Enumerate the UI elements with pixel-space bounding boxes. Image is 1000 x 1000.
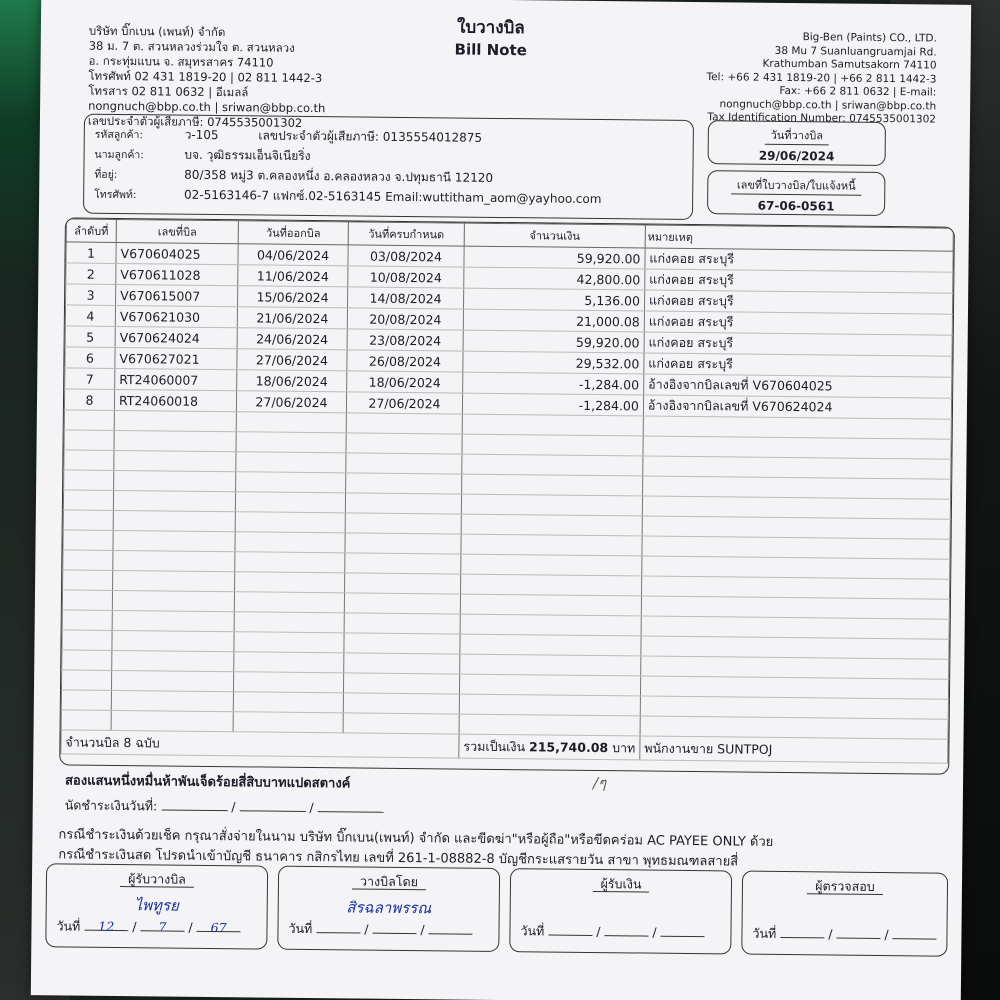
cell-amount: 21,000.08 [463, 309, 644, 332]
cell-bill-no: RT24060007 [115, 368, 237, 390]
cell-issue-date: 11/06/2024 [238, 265, 348, 287]
payment-date-label: นัดชำระเงินวันที่: [64, 797, 158, 814]
signature-title: ผู้รับวางบิล [120, 871, 194, 888]
bill-number-box [707, 170, 885, 216]
customer-code-row [95, 125, 482, 148]
blank-cell [61, 670, 111, 691]
blank-cell [113, 510, 235, 531]
blank-cell [62, 650, 112, 671]
sig-day [780, 926, 824, 938]
cell-seq: 2 [66, 263, 116, 285]
cell-bill-no: V670627021 [115, 347, 237, 369]
customer-name-label: นามลูกค้า: [94, 148, 144, 162]
sig-month [604, 924, 648, 936]
blank-cell [461, 514, 642, 536]
handwritten-mark: /ๆ [592, 773, 607, 793]
sig-day [548, 924, 592, 936]
blank-cell [233, 692, 343, 713]
pay-month-blank [239, 799, 305, 812]
blank-cell [462, 474, 643, 496]
blank-cell [462, 434, 643, 456]
cell-amount: 59,920.00 [464, 246, 645, 269]
total-cell [459, 734, 640, 760]
blank-cell [460, 594, 641, 616]
signature-mark: สิรฉลาพรรณ [346, 898, 432, 918]
blank-cell [346, 453, 462, 474]
cell-remark: อ้างอิงจากบิลเลขที่ V670604025 [644, 374, 952, 398]
blank-cell [460, 634, 641, 656]
sig-month: 7 [140, 919, 184, 931]
blank-cell [236, 432, 346, 453]
blank-cell [234, 652, 344, 673]
cell-remark: แก่งคอย สระบุรี [645, 248, 953, 272]
blank-cell [114, 450, 236, 471]
header-issue-date: วันที่ออกบิล [238, 221, 348, 245]
sig-month [372, 922, 416, 934]
bill-date-value: 29/06/2024 [758, 148, 835, 164]
blank-cell [343, 673, 459, 694]
cell-remark: แก่งคอย สระบุรี [644, 332, 952, 356]
blank-cell [114, 470, 236, 491]
header-amount: จำนวนเงิน [464, 223, 645, 248]
total-label: รวมเป็นเงิน [463, 738, 526, 754]
blank-cell [234, 592, 344, 613]
cell-bill-no: V670624024 [115, 326, 237, 348]
cell-bill-no: V670611028 [116, 263, 238, 285]
company-en-line: Big-Ben (Paints) CO., LTD. [802, 31, 937, 45]
cell-remark: แก่งคอย สระบุรี [644, 311, 952, 335]
cell-due-date: 14/08/2024 [348, 287, 464, 309]
bill-date-label: วันที่วางบิล [765, 126, 830, 146]
signature-mark: ไพทูรย [134, 896, 179, 915]
blank-cell [113, 550, 235, 571]
amount-in-words: สองแสนหนึ่งหมื่นห้าพันเจ็ดร้อยสี่สิบบาทแปดสตางค์ [64, 773, 351, 792]
cell-seq: 7 [65, 368, 115, 390]
cell-due-date: 23/08/2024 [347, 329, 463, 351]
blank-cell [112, 650, 234, 671]
cell-issue-date: 18/06/2024 [237, 370, 347, 392]
sig-day [316, 921, 360, 933]
blank-cell [345, 573, 461, 594]
company-en-line: Tel: +66 2 431 1819-20 | +66 2 811 1442-3 [706, 70, 937, 86]
blank-cell [461, 574, 642, 596]
blank-cell [61, 690, 111, 711]
signature-title: ผู้ตรวจสอบ [807, 878, 883, 895]
blank-cell [460, 654, 641, 676]
cell-bill-no: RT24060018 [114, 389, 236, 411]
cell-seq: 5 [65, 326, 115, 348]
cell-seq: 3 [66, 284, 116, 306]
pay-year-blank [318, 800, 384, 813]
blank-cell [345, 553, 461, 574]
title-thai: ใบวางบิล [456, 17, 525, 39]
company-th-line: โทรศัพท์ 02 431 1819-20 | 02 811 1442-3 [88, 68, 323, 86]
cheque-note: กรณีชำระเงินด้วยเช็ค กรุณาสั่งจ่ายในนาม บริษัท บิ๊กเบน(เพนท์) จำกัด และขีดฆ่า"หรือผู้ถือ"หรือขีดคร่อม AC PAYEE ONLY ด้วย [58, 827, 774, 850]
customer-name-row [94, 145, 310, 166]
cell-amount: 59,920.00 [463, 330, 644, 353]
cell-seq: 4 [65, 305, 115, 327]
signature-box-auditor [741, 871, 948, 957]
blank-cell [235, 512, 345, 533]
cell-amount: 42,800.00 [464, 267, 645, 290]
bill-count: จำนวนบิล 8 ฉบับ [61, 730, 459, 758]
signature-date-label: วันที่ [752, 925, 777, 941]
company-en-line: nongnuch@bbp.co.th | sriwan@bbp.co.th [719, 97, 937, 113]
customer-phone-row [94, 185, 601, 209]
sig-day: 12 [84, 919, 128, 931]
customer-code-label: รหัสลูกค้า: [94, 128, 144, 142]
cell-amount: -1,284.00 [463, 372, 644, 395]
blank-cell [63, 570, 113, 591]
salesperson: พนักงานขาย SUNTPOJ [640, 736, 948, 763]
signature-box-receiver [45, 863, 268, 949]
blank-cell [459, 694, 640, 716]
header-due-date: วันที่ครบกำหนด [348, 222, 464, 246]
cell-issue-date: 04/06/2024 [238, 244, 348, 266]
blank-cell [459, 714, 640, 736]
blank-cell [344, 613, 460, 634]
cell-seq: 1 [66, 242, 116, 264]
bill-number-label: เลขที่ใบวางบิล/ใบแจ้งหนี้ [731, 175, 862, 195]
cell-bill-no: V670604025 [116, 242, 238, 264]
blank-cell [63, 550, 113, 571]
total-value: 215,740.08 [528, 738, 609, 755]
customer-phone-label: โทรศัพท์: [94, 188, 137, 202]
table-body [61, 242, 953, 739]
blank-cell [343, 693, 459, 714]
sig-year [661, 925, 705, 937]
blank-cell [235, 492, 345, 513]
company-english-info [706, 30, 937, 127]
blank-cell [62, 590, 112, 611]
company-th-line: โทรสาร 02 811 0632 | อีเมลล์ [88, 83, 249, 100]
blank-cell [112, 630, 234, 651]
cell-remark: แก่งคอย สระบุรี [644, 353, 952, 377]
header-remark: หมายเหตุ [645, 225, 953, 251]
company-en-line: Fax: +66 2 811 0632 | E-mail: [779, 84, 937, 99]
blank-cell [63, 530, 113, 551]
cell-bill-no: V670615007 [116, 284, 238, 306]
cell-due-date: 20/08/2024 [347, 308, 463, 330]
header-seq: ลำดับที่ [66, 219, 116, 243]
blank-cell [344, 653, 460, 674]
blank-cell [235, 572, 345, 593]
company-en-line: Krathumban Samutsakorn 74110 [762, 57, 937, 72]
cell-issue-date: 24/06/2024 [237, 328, 347, 350]
bill-number-value: 67-06-0561 [757, 198, 835, 214]
cell-issue-date: 27/06/2024 [237, 349, 347, 371]
customer-name: บจ. วุฒิธรรมเอ็นจิเนียริ่ง [184, 147, 311, 163]
total-unit: บาท [612, 739, 636, 755]
company-th-line: อ. กระทุ่มแบน จ. สมุทรสาคร 74110 [88, 53, 274, 70]
cell-due-date: 18/06/2024 [347, 371, 463, 393]
customer-tax-label: เลขประจำตัวผู้เสียภาษี: [258, 128, 380, 144]
blank-cell [112, 610, 234, 631]
blank-cell [113, 490, 235, 511]
company-th-line: บริษัท บิ๊กเบน (เพนท์) จำกัด [88, 23, 226, 40]
cell-due-date: 26/08/2024 [347, 350, 463, 372]
blank-cell [111, 670, 233, 691]
cell-remark: แก่งคอย สระบุรี [645, 269, 953, 293]
bill-table [59, 217, 955, 774]
blank-cell [62, 610, 112, 631]
cash-note: กรณีชำระเงินสด โปรดนำเข้าบัญชี ธนาคาร กสิกรไทย เลขที่ 261-1-08882-8 บัญชีกระแสรายวัน สาขา พุทธมณฑลสายสี่ [58, 847, 739, 870]
signature-date-label: วันที่ [56, 918, 81, 934]
cell-due-date: 03/08/2024 [348, 245, 464, 267]
blank-cell [111, 690, 233, 711]
company-en-line: Tax Identification Number: 0745535001302 [707, 111, 937, 126]
signature-date-label: วันที่ [288, 920, 313, 937]
signature-mark [743, 900, 947, 922]
cell-seq: 8 [64, 389, 114, 411]
blank-cell [345, 493, 461, 514]
blank-cell [112, 590, 234, 611]
customer-address: 80/358 หมู่3 ต.คลองหนึ่ง อ.คลองหลวง จ.ปทุมธานี 12120 [184, 167, 494, 185]
signature-title: ผู้รับเงิน [592, 876, 649, 893]
blank-cell [460, 614, 641, 636]
blank-cell [459, 674, 640, 696]
blank-cell [233, 712, 343, 733]
blank-cell [236, 452, 346, 473]
blank-cell [64, 410, 114, 431]
blank-cell [114, 410, 236, 431]
company-en-line: 38 Mu 7 Suanluangruamjai Rd. [774, 44, 937, 59]
blank-cell [461, 534, 642, 556]
company-th-line: 38 ม. 7 ต. สวนหลวงร่วมใจ ต. สวนหลวง [88, 38, 295, 55]
blank-cell [113, 570, 235, 591]
blank-cell [64, 450, 114, 471]
blank-cell [233, 672, 343, 693]
sig-month [836, 927, 880, 939]
signature-date: วันที่ / / [752, 924, 936, 946]
blank-cell [63, 490, 113, 511]
cell-remark: อ้างอิงจากบิลเลขที่ V670624024 [643, 395, 951, 419]
blank-cell [235, 532, 345, 553]
blank-cell [344, 593, 460, 614]
cell-issue-date: 21/06/2024 [237, 307, 347, 329]
cell-amount: 29,532.00 [463, 351, 644, 374]
signature-box-payee [509, 868, 732, 954]
blank-cell [236, 412, 346, 433]
customer-info-box [83, 114, 694, 220]
blank-cell [343, 713, 459, 734]
blank-cell [64, 430, 114, 451]
blank-cell [234, 632, 344, 653]
cell-issue-date: 15/06/2024 [238, 286, 348, 308]
blank-cell [236, 472, 346, 493]
blank-cell [461, 494, 642, 516]
blank-cell [345, 533, 461, 554]
cell-due-date: 10/08/2024 [348, 266, 464, 288]
blank-cell [111, 710, 233, 731]
signature-date-label: วันที่ [520, 923, 545, 939]
cell-bill-no: V670621030 [115, 305, 237, 327]
blank-cell [462, 414, 643, 436]
sig-year: 67 [197, 920, 241, 932]
blank-cell [114, 430, 236, 451]
blank-cell [344, 633, 460, 654]
blank-cell [63, 510, 113, 531]
bill-note-document [31, 0, 971, 1000]
blank-cell [235, 552, 345, 573]
payment-date-row: นัดชำระเงินวันที่: / / [65, 795, 384, 818]
document-title [421, 13, 561, 59]
blank-cell [462, 454, 643, 476]
title-english: Bill Note [454, 40, 527, 60]
signature-date: วันที่ / / [520, 921, 704, 943]
cell-issue-date: 27/06/2024 [236, 391, 346, 413]
signature-date: วันที่ / / [288, 919, 472, 941]
blank-cell [113, 530, 235, 551]
blank-cell [64, 470, 114, 491]
cell-seq: 6 [65, 347, 115, 369]
cell-amount: 5,136.00 [463, 288, 644, 311]
blank-cell [346, 413, 462, 434]
header-bill-no: เลขที่บิล [116, 219, 238, 243]
signature-date: วันที่ 12 / 7 / 67 [56, 916, 240, 938]
signature-title: วางบิลโดย [352, 873, 426, 890]
customer-tax-id: 0135554012875 [382, 129, 483, 145]
customer-code: ว-105 [184, 127, 219, 143]
sig-year [893, 927, 937, 939]
customer-phone: 02-5163146-7 แฟกซ์.02-5163145 Email:wuttitham_aom@yayhoo.com [183, 187, 602, 207]
customer-address-label: ที่อยู่: [94, 168, 118, 181]
bill-date-box [708, 120, 886, 166]
cell-remark: แก่งคอย สระบุรี [644, 290, 952, 314]
blank-cell [461, 554, 642, 576]
signature-mark [511, 897, 731, 919]
blank-cell [61, 710, 111, 731]
company-th-line: nongnuch@bbp.co.th | sriwan@bbp.co.th [88, 98, 326, 116]
cell-due-date: 27/06/2024 [346, 392, 462, 414]
company-th-line: เลขประจำตัวผู้เสียภาษี: 0745535001302 [87, 113, 303, 130]
blank-cell [345, 513, 461, 534]
signature-box-biller [277, 866, 500, 952]
blank-cell [346, 473, 462, 494]
blank-cell [62, 630, 112, 651]
pay-day-blank [161, 798, 227, 811]
blank-cell [234, 612, 344, 633]
cell-amount: -1,284.00 [462, 393, 643, 416]
blank-cell [346, 433, 462, 454]
sig-year [429, 922, 473, 934]
